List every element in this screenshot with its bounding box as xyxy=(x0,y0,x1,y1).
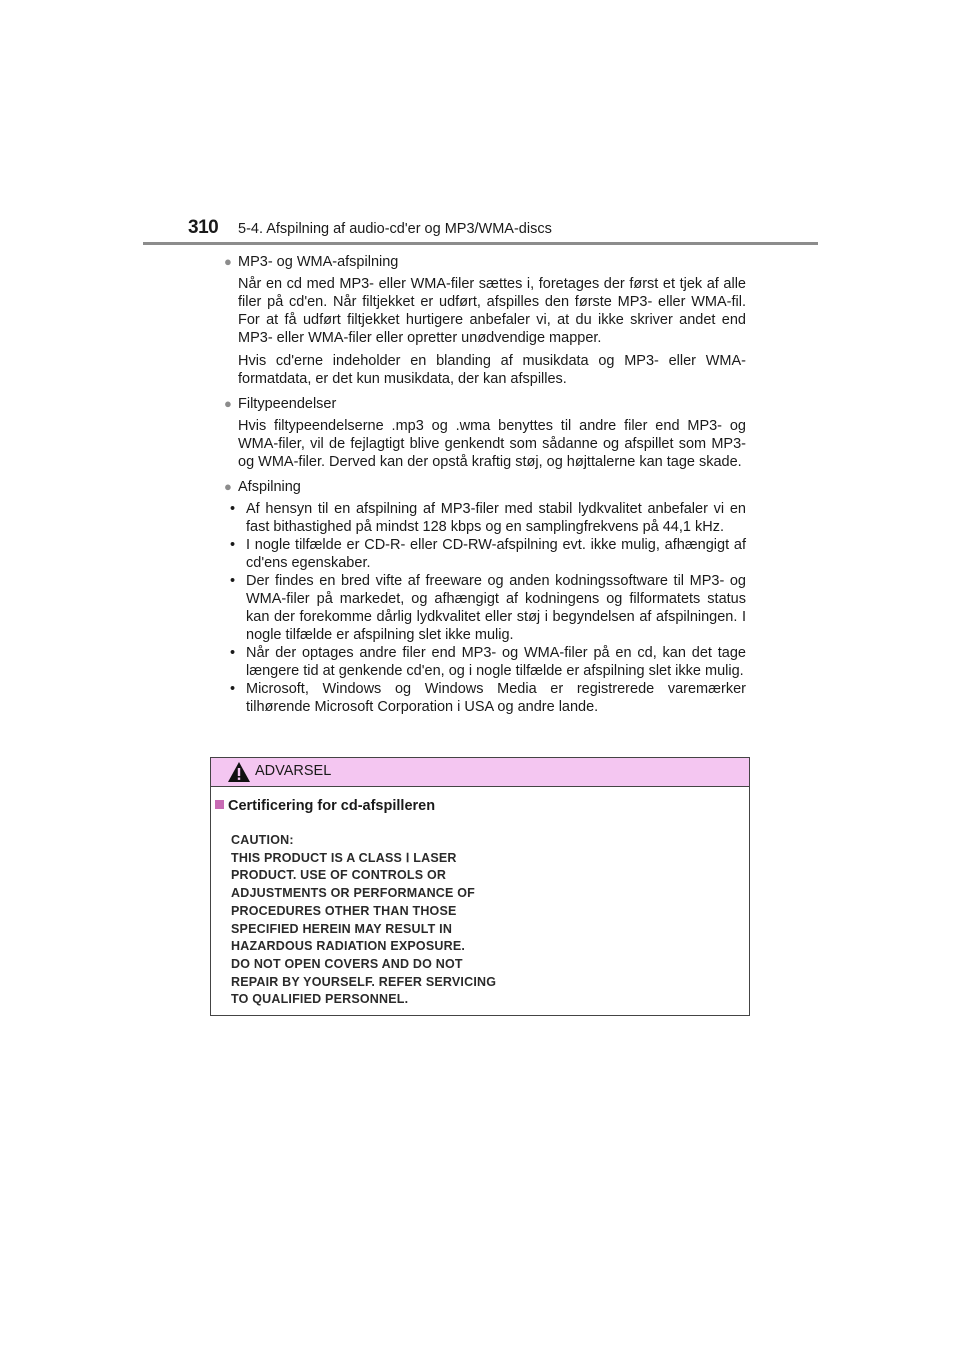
bullet-list xyxy=(230,500,746,716)
caution-line: CAUTION: xyxy=(231,833,294,847)
section-title-mp3-wma xyxy=(224,253,746,271)
bullet-circle-icon: ● xyxy=(224,254,232,269)
cert-title xyxy=(215,798,435,814)
section-title-afspilning xyxy=(224,478,746,496)
bullet-circle-icon: ● xyxy=(224,396,232,411)
warning-label: ADVARSEL xyxy=(255,763,332,779)
bullet-circle-icon: ● xyxy=(224,479,232,494)
caution-line: REPAIR BY YOURSELF. REFER SERVICING xyxy=(231,974,497,989)
caution-line: THIS PRODUCT IS A CLASS Ⅰ LASER xyxy=(231,850,457,865)
section-title-filtypeendelser xyxy=(224,395,746,413)
paragraph: Når en cd med MP3- eller WMA-filer sættes i, foretages der først et tjek af alle filer på cd'en. Når filtjekket er udført, afspilles den første MP3- eller WMA-fil. For at få udført filtjekket hurtigere anbefaler vi, at du ikke skriver andet end MP3- eller WMA-filer eller opretter unødvendige mapper. xyxy=(238,276,746,346)
caution-line: TO QUALIFIED PERSONNEL. xyxy=(231,992,409,1007)
caution-line: PROCEDURES OTHER THAN THOSE xyxy=(231,903,457,918)
section-title-text: Filtypeendelser xyxy=(238,396,337,412)
list-item: • Af hensyn til en afspilning af MP3-filer med stabil lydkvalitet anbefaler vi en fast bithastighed på mindst 128 kbps og en samplingfrekvens på 44,1 kHz. xyxy=(230,500,746,536)
square-bullet-icon xyxy=(215,800,224,809)
caution-line: ADJUSTMENTS OR PERFORMANCE OF xyxy=(231,886,476,901)
caution-label-image xyxy=(231,832,531,1009)
list-item: • Der findes en bred vifte af freeware og anden kodningssoftware til MP3- og WMA-filer på markedet, og afhængigt af kodningens og filformatets status kan der forekomme dårlig lydkvalitet eller støj i begyndelsen af afspilningen. I nogle tilfælde er afspilning slet ikke mulig. xyxy=(230,572,746,644)
page-number: 310 xyxy=(188,217,219,238)
caution-line: SPECIFIED HEREIN MAY RESULT IN xyxy=(231,921,453,936)
list-item: • Microsoft, Windows og Windows Media er registrerede varemærker tilhørende Microsoft Corporation i USA og andre lande. xyxy=(230,680,746,716)
caution-line: HAZARDOUS RADIATION EXPOSURE. xyxy=(231,939,466,954)
warning-triangle-icon xyxy=(227,761,251,783)
list-item: • I nogle tilfælde er CD-R- eller CD-RW-afspilning evt. ikke mulig, afhængigt af cd'ens egenskaber. xyxy=(230,536,746,572)
list-item: • Når der optages andre filer end MP3- og WMA-filer på en cd, kan det tage længere tid at genkende cd'en, og i nogle tilfælde er afspilning slet ikke mulig. xyxy=(230,644,746,680)
header-rule xyxy=(143,242,818,245)
warning-box xyxy=(210,757,750,1016)
warning-header xyxy=(211,758,749,787)
section-title-text: MP3- og WMA-afspilning xyxy=(238,254,399,270)
paragraph: Hvis filtypeendelserne .mp3 og .wma benyttes til andre filer end MP3- og WMA-filer, vil de fejlagtigt blive genkendt som sådanne og afspillet som MP3- og WMA-filer. Derved kan der opstå kraftig støj, og højttalerne kan tage skade. xyxy=(238,418,746,470)
cert-title-text: Certificering for cd-afspilleren xyxy=(228,798,436,814)
caution-line: PRODUCT. USE OF CONTROLS OR xyxy=(231,868,447,883)
main-content xyxy=(224,253,746,716)
section-title-text: Afspilning xyxy=(238,479,301,495)
chapter-title: 5-4. Afspilning af audio-cd'er og MP3/WMA-discs xyxy=(238,221,552,237)
caution-line: DO NOT OPEN COVERS AND DO NOT xyxy=(231,956,463,971)
paragraph: Hvis cd'erne indeholder en blanding af musikdata og MP3- eller WMA-formatdata, er det kun musikdata, der kan afspilles. xyxy=(238,353,746,387)
